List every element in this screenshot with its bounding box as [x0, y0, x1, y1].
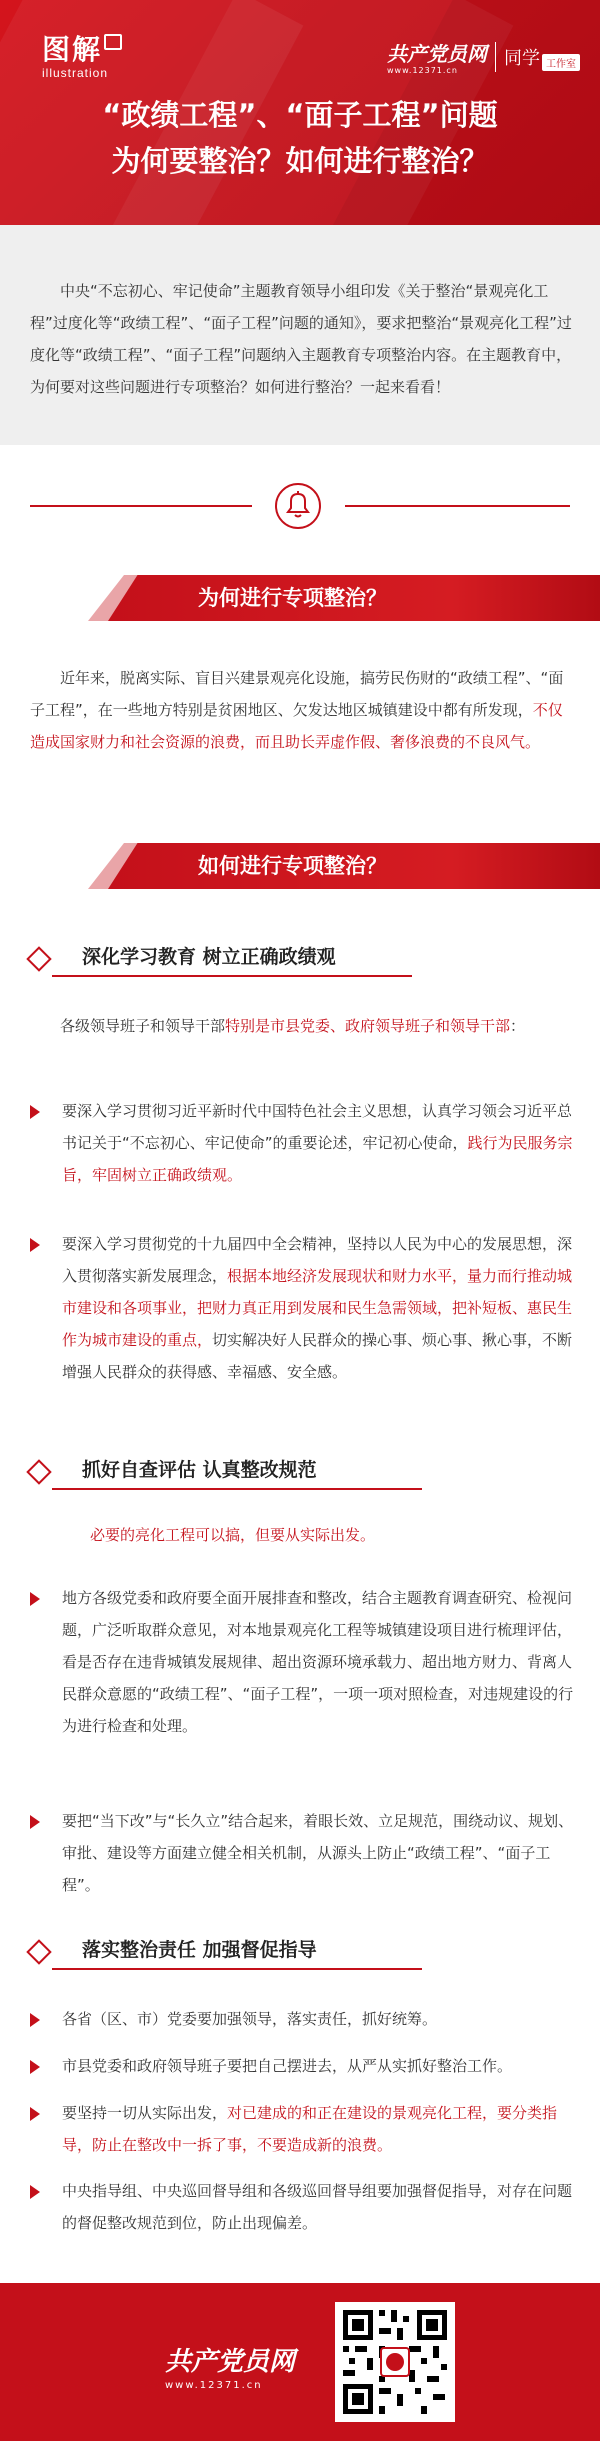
diamond-icon: [26, 1939, 51, 1964]
sub3-bullet-2: [30, 2050, 575, 2082]
tujie-subtitle: illustration: [42, 66, 109, 80]
sub3-bullet-4: [30, 2175, 575, 2239]
triangle-bullet-icon: [30, 2107, 40, 2121]
sub3-b3-highlight: 对已建成的和正在建设的景观亮化工程，要分类指导，防止在整改中一拆了事，不要造成新的浪费。: [62, 2104, 558, 2154]
sub3-b3-text: 要坚持一切从实际出发，: [62, 2104, 228, 2122]
section-title-why: 为何进行专项整治？: [198, 586, 387, 610]
sub1-b2-text: 要深入学习贯彻党的十九届四中全会精神，坚持以人民为中心的发展思想，深入贯彻落实新发展理念，: [62, 1235, 573, 1285]
sub1-bullet-2: [30, 1228, 575, 1388]
triangle-bullet-icon: [30, 1238, 40, 1252]
page-title: [0, 92, 600, 184]
sub2-bullet-1: [30, 1582, 575, 1742]
footer: [0, 2283, 600, 2441]
brand-url: www.12371.cn: [387, 66, 458, 75]
title-line-1: “政绩工程”、“面子工程”问题: [102, 98, 498, 132]
sub2-bullet-2: [30, 1805, 575, 1901]
sub1-b2-highlight: 根据本地经济发展现状和财力水平，量力而行推动城市建设和各项事业，把财力真正用到发展和民生急需领域，把补短板、惠民生作为城市建设的重点，: [62, 1267, 573, 1349]
divider-right: [345, 505, 570, 507]
bell-icon: [270, 480, 326, 532]
sub1-lead-c: ：: [510, 1017, 526, 1035]
qr-code: [335, 2302, 455, 2422]
brand-logo: [387, 38, 580, 75]
sub3-b1-text: 各省（区、市）党委要加强领导，落实责任，抓好统筹。: [62, 2010, 438, 2028]
studio-badge: 工作室: [542, 54, 580, 71]
triangle-bullet-icon: [30, 1815, 40, 1829]
triangle-bullet-icon: [30, 1592, 40, 1606]
why-highlight: 不仅造成国家财力和社会资源的浪费，而且助长弄虚作假、奢侈浪费的不良风气。: [30, 701, 563, 751]
section-banner-how: [88, 843, 600, 889]
footer-logo-url: www.12371.cn: [165, 2380, 263, 2391]
header-banner: [0, 0, 600, 225]
footer-logo: [165, 2341, 295, 2391]
sub3-bullet-3: [30, 2097, 575, 2161]
why-text: 近年来，脱离实际、盲目兴建景观亮化设施，搞劳民伤财的“政绩工程”、“面子工程”，在一些地方特别是贫困地区、欠发达地区城镇建设中都有所发现，: [30, 669, 564, 719]
title-line-2: 为何要整治？如何进行整治？: [111, 144, 489, 178]
subheading-3-title: 落实整治责任 加强督促指导: [82, 1939, 317, 1961]
sub1-b1-text: 要深入学习贯彻习近平新时代中国特色社会主义思想，认真学习领会习近平总书记关于“不忘初心、牢记使命”的重要论述，牢记初心使命，: [62, 1102, 573, 1152]
sub1-b2-text-end: 切实解决好人民群众的操心事、烦心事、揪心事，不断增强人民群众的获得感、幸福感、安全感。: [62, 1331, 573, 1381]
sub3-b4-text: 中央指导组、中央巡回督导组和各级巡回督导组要加强督促指导，对存在问题的督促整改规范到位，防止出现偏差。: [62, 2182, 573, 2232]
section-title-how: 如何进行专项整治？: [198, 854, 387, 878]
divider-left: [30, 505, 252, 507]
triangle-bullet-icon: [30, 2185, 40, 2199]
sub2-b2-text: 要把“当下改”与“长久立”结合起来，着眼长效、立足规范，围绕动议、规划、审批、建设等方面建立健全相关机制，从源头上防止“政绩工程”、“面子工程”。: [62, 1812, 574, 1894]
monitor-icon: [104, 34, 122, 50]
subheading-1-title: 深化学习教育 树立正确政绩观: [82, 946, 336, 968]
brand-name: 共产党员网: [387, 42, 487, 66]
diamond-icon: [26, 946, 51, 971]
why-paragraph: [30, 662, 575, 758]
triangle-bullet-icon: [30, 1105, 40, 1119]
tongxue-label: 同学: [504, 47, 540, 69]
sub2-lead: 必要的亮化工程可以搞，但要从实际出发。: [90, 1526, 376, 1544]
tujie-logo: [42, 28, 122, 80]
intro-box: [0, 225, 600, 445]
subheading-2-title: 抓好自查评估 认真整改规范: [82, 1459, 317, 1481]
sub3-b2-text: 市县党委和政府领导班子要把自己摆进去，从严从实抓好整治工作。: [62, 2057, 513, 2075]
section-banner-why: [88, 575, 600, 621]
tujie-title: 图解: [42, 33, 103, 66]
sub1-lead: [30, 1010, 575, 1042]
sub1-lead-b: 特别是市县党委、政府领导班子和领导干部: [225, 1017, 511, 1035]
sub3-bullet-1: [30, 2003, 575, 2035]
sub1-lead-a: 各级领导班子和领导干部: [60, 1017, 226, 1035]
sub1-bullet-1: [30, 1095, 575, 1191]
triangle-bullet-icon: [30, 2060, 40, 2074]
intro-text: 中央“不忘初心、牢记使命”主题教育领导小组印发《关于整治“景观亮化工程”过度化等“政绩工程”、“面子工程”问题的通知》，要求把整治“景观亮化工程”过度化等“政绩工程”、“面子工程”问题纳入主题教育专项整治内容。在主题教育中，为何要对这些问题进行专项整治？如何进行整治？一起来看看！: [30, 282, 572, 396]
diamond-icon: [26, 1459, 51, 1484]
sub1-b1-highlight: 践行为民服务宗旨，牢固树立正确政绩观。: [62, 1134, 573, 1184]
triangle-bullet-icon: [30, 2013, 40, 2027]
sub2-b1-text: 地方各级党委和政府要全面开展排查和整改，结合主题教育调查研究、检视问题，广泛听取群众意见，对本地景观亮化工程等城镇建设项目进行梳理评估，看是否存在违背城镇发展规律、超出资源环境承载力、超出地方财力、背离人民群众意愿的“政绩工程”、“面子工程”，一项一项对照检查，对违规建设的行为进行检查和处理。: [62, 1589, 574, 1735]
footer-logo-name: 共产党员网: [165, 2347, 296, 2377]
